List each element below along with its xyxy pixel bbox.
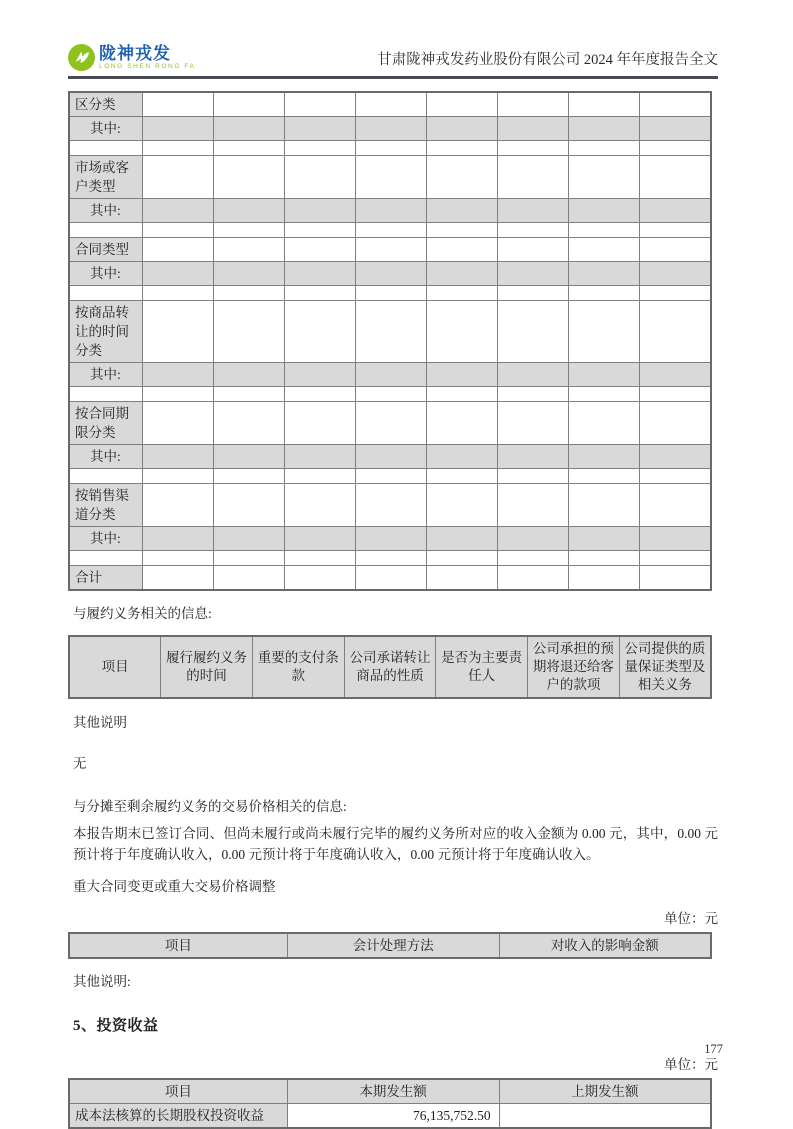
column-header-cell: 上期发生额: [499, 1079, 711, 1104]
empty-data-cell: [427, 199, 498, 223]
empty-data-cell: [569, 445, 640, 469]
company-logo: [68, 44, 196, 71]
empty-data-cell: [640, 199, 711, 223]
empty-data-cell: [640, 92, 711, 117]
empty-data-cell: [284, 363, 355, 387]
classification-row-among: [69, 199, 711, 223]
empty-data-cell: [427, 301, 498, 363]
row-label-cell: [69, 551, 142, 566]
column-header-cell: 重要的支付条款: [252, 636, 344, 698]
page-number: 177: [704, 1042, 723, 1056]
empty-data-cell: [284, 223, 355, 238]
classification-row-category: [69, 238, 711, 262]
empty-data-cell: [427, 469, 498, 484]
empty-data-cell: [213, 469, 284, 484]
empty-data-cell: [213, 238, 284, 262]
investment-income-table: [68, 1078, 712, 1129]
page-header: [68, 0, 718, 79]
row-label-cell: 市场或客户类型: [69, 156, 142, 199]
empty-data-cell: [142, 238, 213, 262]
empty-data-cell: [213, 363, 284, 387]
empty-data-cell: [355, 402, 426, 445]
empty-data-cell: [498, 527, 569, 551]
column-header-cell: 履行履约义务的时间: [161, 636, 253, 698]
empty-data-cell: [355, 445, 426, 469]
empty-data-cell: [142, 117, 213, 141]
empty-data-cell: [284, 238, 355, 262]
row-label-cell: 合计: [69, 566, 142, 591]
empty-data-cell: [569, 156, 640, 199]
empty-data-cell: [213, 301, 284, 363]
empty-data-cell: [355, 199, 426, 223]
row-label-cell: 按商品转让的时间分类: [69, 301, 142, 363]
empty-data-cell: [427, 484, 498, 527]
empty-data-cell: [569, 199, 640, 223]
empty-data-cell: [427, 262, 498, 286]
investment-item-cell: 成本法核算的长期股权投资收益: [69, 1104, 287, 1129]
empty-data-cell: [427, 551, 498, 566]
empty-data-cell: [355, 141, 426, 156]
column-header-cell: 会计处理方法: [287, 933, 499, 958]
report-title: 甘肃陇神戎发药业股份有限公司 2024 年年度报告全文: [377, 52, 718, 68]
empty-data-cell: [640, 469, 711, 484]
empty-data-cell: [498, 238, 569, 262]
empty-data-cell: [569, 566, 640, 591]
empty-data-cell: [355, 156, 426, 199]
empty-data-cell: [213, 387, 284, 402]
column-header-cell: 项目: [69, 636, 161, 698]
empty-data-cell: [213, 117, 284, 141]
remaining-info-label: 与分摊至剩余履约义务的交易价格相关的信息:: [73, 799, 347, 814]
investment-current-amount-cell: 76,135,752.50: [287, 1104, 499, 1129]
empty-data-cell: [640, 445, 711, 469]
empty-data-cell: [427, 445, 498, 469]
row-label-cell: 其中:: [69, 262, 142, 286]
empty-data-cell: [498, 469, 569, 484]
empty-data-cell: [284, 262, 355, 286]
empty-data-cell: [640, 117, 711, 141]
empty-data-cell: [213, 402, 284, 445]
empty-data-cell: [142, 363, 213, 387]
empty-data-cell: [427, 238, 498, 262]
empty-data-cell: [142, 286, 213, 301]
empty-data-cell: [142, 527, 213, 551]
empty-data-cell: [355, 223, 426, 238]
empty-data-cell: [569, 301, 640, 363]
row-label-cell: 其中:: [69, 199, 142, 223]
empty-data-cell: [142, 156, 213, 199]
logo-bird-icon: [68, 44, 95, 71]
empty-data-cell: [640, 566, 711, 591]
empty-data-cell: [213, 92, 284, 117]
empty-data-cell: [498, 551, 569, 566]
empty-data-cell: [569, 223, 640, 238]
empty-data-cell: [640, 484, 711, 527]
empty-data-cell: [640, 262, 711, 286]
empty-data-cell: [427, 527, 498, 551]
empty-data-cell: [427, 566, 498, 591]
empty-data-cell: [284, 199, 355, 223]
empty-data-cell: [355, 469, 426, 484]
obligation-info-label: 与履约义务相关的信息:: [73, 606, 212, 621]
classification-row-blank: [69, 286, 711, 301]
empty-data-cell: [569, 238, 640, 262]
column-header-cell: 公司承担的预期将退还给客户的款项: [528, 636, 620, 698]
row-label-cell: 按销售渠道分类: [69, 484, 142, 527]
column-header-cell: 项目: [69, 933, 287, 958]
row-label-cell: 其中:: [69, 527, 142, 551]
row-label-cell: 其中:: [69, 363, 142, 387]
classification-row-category: [69, 484, 711, 527]
empty-data-cell: [427, 141, 498, 156]
empty-data-cell: [569, 141, 640, 156]
row-label-cell: [69, 286, 142, 301]
empty-data-cell: [640, 141, 711, 156]
row-label-cell: 其中:: [69, 445, 142, 469]
row-label-cell: 其中:: [69, 117, 142, 141]
row-label-cell: [69, 223, 142, 238]
empty-data-cell: [498, 156, 569, 199]
unit-label-investment: 单位：元: [664, 1057, 718, 1072]
classification-row-among: [69, 445, 711, 469]
row-label-cell: 按合同期限分类: [69, 402, 142, 445]
logo-cn-text: 陇神戎发: [99, 43, 171, 63]
empty-data-cell: [569, 527, 640, 551]
empty-data-cell: [427, 387, 498, 402]
empty-data-cell: [355, 117, 426, 141]
empty-data-cell: [569, 402, 640, 445]
empty-data-cell: [284, 527, 355, 551]
empty-data-cell: [142, 199, 213, 223]
empty-data-cell: [213, 286, 284, 301]
empty-data-cell: [640, 527, 711, 551]
empty-data-cell: [355, 363, 426, 387]
empty-data-cell: [284, 469, 355, 484]
empty-data-cell: [640, 363, 711, 387]
empty-data-cell: [427, 223, 498, 238]
empty-data-cell: [284, 286, 355, 301]
empty-data-cell: [498, 117, 569, 141]
classification-row-blank: [69, 223, 711, 238]
empty-data-cell: [142, 566, 213, 591]
empty-data-cell: [355, 262, 426, 286]
empty-data-cell: [142, 387, 213, 402]
empty-data-cell: [213, 262, 284, 286]
empty-data-cell: [284, 141, 355, 156]
empty-data-cell: [284, 566, 355, 591]
empty-data-cell: [142, 445, 213, 469]
empty-data-cell: [355, 301, 426, 363]
empty-data-cell: [498, 566, 569, 591]
empty-data-cell: [640, 402, 711, 445]
classification-row-category: [69, 402, 711, 445]
empty-data-cell: [498, 484, 569, 527]
empty-data-cell: [213, 199, 284, 223]
empty-data-cell: [284, 551, 355, 566]
adjustment-header-row: [69, 933, 711, 958]
row-label-cell: 区分类: [69, 92, 142, 117]
empty-data-cell: [213, 223, 284, 238]
empty-data-cell: [142, 551, 213, 566]
classification-table: [68, 91, 712, 591]
empty-data-cell: [355, 551, 426, 566]
empty-data-cell: [569, 363, 640, 387]
column-header-cell: 对收入的影响金额: [499, 933, 711, 958]
empty-data-cell: [640, 156, 711, 199]
empty-data-cell: [569, 286, 640, 301]
classification-row-among: [69, 262, 711, 286]
empty-data-cell: [569, 117, 640, 141]
classification-row-blank: [69, 469, 711, 484]
empty-data-cell: [213, 484, 284, 527]
document-page: [68, 0, 718, 1129]
empty-data-cell: [142, 223, 213, 238]
empty-data-cell: [427, 402, 498, 445]
empty-data-cell: [355, 286, 426, 301]
empty-data-cell: [569, 551, 640, 566]
empty-data-cell: [498, 286, 569, 301]
column-header-cell: 是否为主要责任人: [436, 636, 528, 698]
classification-row-among: [69, 117, 711, 141]
row-label-cell: [69, 387, 142, 402]
empty-data-cell: [355, 92, 426, 117]
empty-data-cell: [284, 117, 355, 141]
empty-data-cell: [498, 363, 569, 387]
empty-data-cell: [355, 387, 426, 402]
empty-data-cell: [640, 551, 711, 566]
empty-data-cell: [213, 566, 284, 591]
adjustment-table: [68, 932, 712, 959]
logo-wordmark: [99, 45, 196, 71]
empty-data-cell: [640, 301, 711, 363]
empty-data-cell: [284, 301, 355, 363]
empty-data-cell: [640, 238, 711, 262]
classification-row-category: [69, 92, 711, 117]
empty-data-cell: [498, 387, 569, 402]
empty-data-cell: [569, 387, 640, 402]
investment-data-row: [69, 1104, 711, 1129]
classification-row-category: [69, 156, 711, 199]
column-header-cell: 公司提供的质量保证类型及相关义务: [619, 636, 711, 698]
empty-data-cell: [142, 301, 213, 363]
empty-data-cell: [498, 141, 569, 156]
empty-data-cell: [142, 262, 213, 286]
empty-data-cell: [142, 469, 213, 484]
obligations-header-row: [69, 636, 711, 698]
obligations-table: [68, 635, 712, 699]
classification-row-category: [69, 301, 711, 363]
empty-data-cell: [284, 156, 355, 199]
empty-data-cell: [640, 387, 711, 402]
empty-data-cell: [569, 92, 640, 117]
classification-row-total: [69, 566, 711, 591]
empty-data-cell: [213, 445, 284, 469]
empty-data-cell: [498, 445, 569, 469]
empty-data-cell: [569, 469, 640, 484]
adjustment-footer-note: 其他说明:: [73, 974, 131, 989]
empty-data-cell: [355, 238, 426, 262]
section-heading-investment: 5、投资收益: [73, 1018, 159, 1034]
empty-data-cell: [142, 402, 213, 445]
classification-row-among: [69, 527, 711, 551]
empty-data-cell: [569, 484, 640, 527]
empty-data-cell: [427, 117, 498, 141]
empty-data-cell: [142, 92, 213, 117]
column-header-cell: 本期发生额: [287, 1079, 499, 1104]
empty-data-cell: [427, 92, 498, 117]
empty-data-cell: [213, 551, 284, 566]
investment-previous-amount-cell: [499, 1104, 711, 1129]
empty-data-cell: [427, 286, 498, 301]
empty-data-cell: [427, 363, 498, 387]
empty-data-cell: [498, 223, 569, 238]
empty-data-cell: [284, 445, 355, 469]
remaining-paragraph: 本报告期末已签订合同、但尚未履行或尚未履行完毕的履约义务所对应的收入金额为 0.00 元，其中，0.00 元预计将于年度确认收入，0.00 元预计将于年度确认收入，0.00 元预计将于年度确认收入。: [73, 826, 718, 862]
empty-data-cell: [640, 286, 711, 301]
empty-data-cell: [284, 402, 355, 445]
empty-data-cell: [142, 141, 213, 156]
empty-data-cell: [284, 387, 355, 402]
major-adjustment-label: 重大合同变更或重大交易价格调整: [73, 879, 276, 894]
empty-data-cell: [498, 92, 569, 117]
column-header-cell: 项目: [69, 1079, 287, 1104]
classification-row-blank: [69, 551, 711, 566]
empty-data-cell: [498, 199, 569, 223]
row-label-cell: 合同类型: [69, 238, 142, 262]
investment-header-row: [69, 1079, 711, 1104]
empty-data-cell: [213, 527, 284, 551]
column-header-cell: 公司承诺转让商品的性质: [344, 636, 436, 698]
other-note-label: 其他说明: [73, 715, 127, 730]
classification-row-among: [69, 363, 711, 387]
empty-data-cell: [213, 141, 284, 156]
empty-data-cell: [569, 262, 640, 286]
empty-data-cell: [355, 566, 426, 591]
empty-data-cell: [284, 92, 355, 117]
logo-en-text: LONG SHEN RONG FA: [99, 62, 196, 70]
empty-data-cell: [498, 262, 569, 286]
unit-label-adjustment: 单位：元: [664, 911, 718, 926]
empty-data-cell: [427, 156, 498, 199]
empty-data-cell: [142, 484, 213, 527]
empty-data-cell: [284, 484, 355, 527]
empty-data-cell: [355, 527, 426, 551]
classification-row-blank: [69, 387, 711, 402]
empty-data-cell: [498, 301, 569, 363]
row-label-cell: [69, 469, 142, 484]
row-label-cell: [69, 141, 142, 156]
classification-row-blank: [69, 141, 711, 156]
empty-data-cell: [213, 156, 284, 199]
empty-data-cell: [498, 402, 569, 445]
other-note-value: 无: [73, 756, 87, 771]
empty-data-cell: [355, 484, 426, 527]
empty-data-cell: [640, 223, 711, 238]
